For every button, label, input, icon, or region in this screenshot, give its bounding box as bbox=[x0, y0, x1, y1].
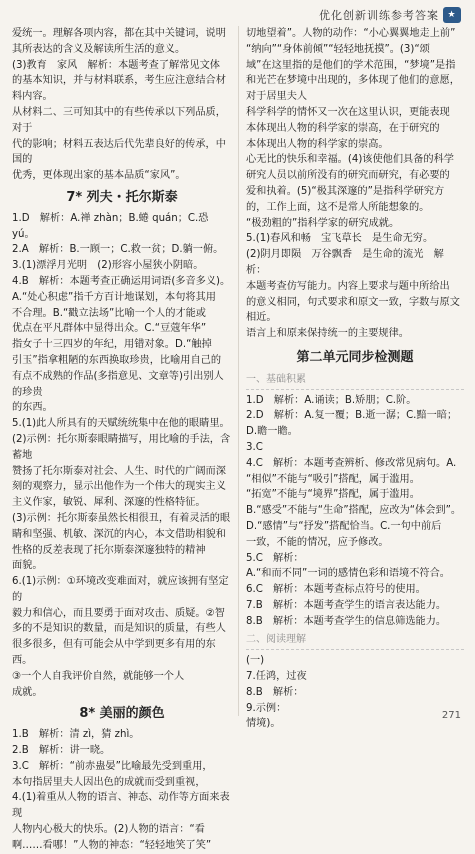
text-line: 引玉”指拿粗陋的东西换取珍贵，比喻用自己的 bbox=[12, 354, 222, 366]
text-line: 一致，不能的情况，应予修改。 bbox=[246, 536, 389, 548]
text-line: 7.B 解析：本题考查学生的语言表达能力。 bbox=[246, 599, 447, 611]
text-line: 性格的反差表现了托尔斯泰深邃独特的精神 bbox=[12, 544, 206, 556]
text-line: 代的影响；材料五表达后代先辈良好的传承，中国的 bbox=[12, 138, 226, 166]
page-number: 271 bbox=[441, 710, 461, 721]
text-line: 爱统一。理解各项内容，都在其中关键词，说明 bbox=[12, 28, 226, 39]
text-line: 6.(1)示例：①环境改变难面对，就应该拥有坚定的 bbox=[12, 576, 229, 603]
text-line: 5.(1)春风和畅 宝飞草长 是生命无穷。 bbox=[246, 233, 434, 245]
text-line: 3.C 解析：“前赤蛊晏”比喻最先受到重用， bbox=[12, 760, 213, 772]
section-7-answers bbox=[12, 211, 232, 701]
text-line: 切地望着”。人物的动作：“小心翼翼地走上前” bbox=[246, 28, 456, 39]
book-logo-icon: ★ bbox=[443, 7, 461, 23]
text-line: 主义作家，敏锐、犀利、深邃的性格特征。 bbox=[12, 497, 206, 509]
text-line: 的意义相同，句式要求和原文一致，字数与原文相近。 bbox=[246, 296, 460, 324]
text-line: B.“感受”不能与“生命”搭配，应改为“体会到”。 bbox=[246, 505, 462, 517]
text-line: (2)阴月即陨 万谷飘香 是生命的流光 解析： bbox=[246, 249, 444, 276]
text-line: 5.(1)此人所具有的天赋统统集中在他的眼睛里。 bbox=[12, 418, 230, 430]
text-line: 语言上和原来保持统一的主要规律。 bbox=[246, 328, 409, 340]
text-line: 4.B 解析：本题考查正确运用词语(多音多义)。 bbox=[12, 275, 231, 287]
text-line: 域”在这里指的是他们的学术范围，“梦境”是指 bbox=[246, 59, 456, 71]
text-line: 其所表达的含义及解读所生活的意义。 bbox=[12, 43, 186, 55]
text-line: 本体现出人物的科学家的崇高，在于研究的 bbox=[246, 122, 440, 134]
category-basic: 一、基础积累 bbox=[246, 372, 464, 390]
text-line: 优点在平凡群体中显得出众。C.“豆蔻年华” bbox=[12, 323, 207, 335]
text-line: “拓宽”不能与“境界”搭配，属于滥用。 bbox=[246, 489, 420, 501]
text-line: 1.D 解析：A.禅 zhàn；B.蜷 quán；C.恐 yú。 bbox=[12, 212, 209, 240]
text-line: (3)教育 家风 解析：本题考查了解常见文体 bbox=[12, 59, 220, 71]
right-intro bbox=[246, 26, 464, 342]
text-line: (3)示例：托尔斯泰虽然长相很丑，有着灵活的眼 bbox=[12, 512, 231, 524]
text-line: 爱和执着。(5)“极其深邃的”是指科学研究方 bbox=[246, 185, 445, 197]
text-line: 指女子十三四岁的年纪，用错对象。D.“触掉 bbox=[12, 339, 212, 351]
text-line: 1.D 解析：A.诵读；B.矫朋；C.阶。 bbox=[246, 394, 417, 406]
text-line: A.“处心积虑”指千方百计地谋划，本句将其用 bbox=[12, 291, 216, 303]
text-line: A.“和而不同”一词的感情色彩和语境不符合。 bbox=[246, 568, 450, 580]
text-line: 5.C 解析： bbox=[246, 552, 304, 564]
text-line: 研究人员以前所没有的研究而研究，有必要的 bbox=[246, 170, 450, 182]
reading-answers bbox=[246, 653, 464, 732]
unit-title: 第二单元同步检测题 bbox=[296, 349, 414, 365]
text-line: 心无比的快乐和幸福。(4)该使他们具备的科学 bbox=[246, 154, 454, 166]
text-line: (2)示例：托尔斯泰眼睛描写，用比喻的手法，含蓄地 bbox=[12, 433, 231, 461]
text-line: 2.D 解析：A.复一覆；B.逝一潺；C.黯一暗； bbox=[246, 410, 458, 422]
text-line: 8.B 解析： bbox=[246, 686, 304, 698]
text-line: 2.B 解析：讲一晓。 bbox=[12, 745, 111, 757]
text-line: 很多很多，但有可能会从中学到更多有用的东西。 bbox=[12, 639, 216, 667]
page-header bbox=[319, 6, 461, 24]
text-line: D.瞻一瞻。 bbox=[246, 426, 298, 438]
text-line: 睛和坚强、机敏、深沉的内心，本文借助相貌和 bbox=[12, 528, 226, 540]
text-line: 本体现出人物的科学家的崇高。 bbox=[246, 138, 389, 150]
text-line: 啊……看哪！”人物的神态：“轻轻地笑了笑” bbox=[12, 839, 212, 851]
left-intro bbox=[12, 26, 232, 184]
header-title: 优化创新训练参考答案 bbox=[319, 9, 439, 22]
text-line: 毅力和信心，而且要勇于面对攻击、质疑。②智 bbox=[12, 607, 225, 619]
text-line: 2.A 解析：B.一顾一；C.救一贫；D.躺一俯。 bbox=[12, 244, 224, 256]
section-title-7: 7* 列夫・托尔斯泰 bbox=[66, 189, 178, 205]
unit-answers bbox=[246, 393, 464, 630]
text-line: 1.B 解析：清 zì，猜 zhì。 bbox=[12, 729, 140, 741]
text-line: 不合理。B.“戳立法场”比喻一个人的才能或 bbox=[12, 307, 206, 319]
text-line: 本题考查仿写能力。内容上要求与题中所给出 bbox=[246, 280, 450, 292]
text-line: 人物内心极大的快乐。(2)人物的语言：“看 bbox=[12, 824, 205, 836]
section-title-8: 8* 美丽的颜色 bbox=[79, 706, 165, 722]
text-line: 的基本知识，并与材料联系，考生应注意结合材料内容。 bbox=[12, 75, 226, 103]
text-line: 的，工作上面，这不是常人所能想象的。 bbox=[246, 201, 430, 213]
text-line: 9.示例： bbox=[246, 702, 287, 714]
text-line: 6.C 解析：本题考查标点符号的使用。 bbox=[246, 584, 426, 596]
text-line: 有点不成熟的作品(多指意见、文章等)引出别人的珍贵 bbox=[12, 370, 224, 398]
text-line: 3.(1)漂浮月光明 (2)形容小屋狭小阴暗。 bbox=[12, 260, 204, 272]
text-line: 和光芒在梦境中出现的，多体现了他们的意愿，对于居里夫人 bbox=[246, 75, 460, 103]
text-line: ③一个人自我评价自然，就能够一个人 bbox=[12, 670, 185, 682]
column-divider bbox=[238, 26, 239, 716]
section-8-answers bbox=[12, 727, 232, 853]
text-line: “纳向”“身体前倾”“轻轻地抚摸”。(3)“颂 bbox=[246, 43, 430, 55]
text-line: 7.任鸿，过夜 bbox=[246, 671, 307, 683]
text-line: 8.B 解析：本题考查学生的信息筛选能力。 bbox=[246, 615, 447, 627]
text-line: 的东西。 bbox=[12, 402, 53, 414]
text-line: 成就。 bbox=[12, 686, 43, 698]
right-column bbox=[246, 26, 464, 732]
text-line: 刻的观察力，显示出他作为一个伟大的现实主义 bbox=[12, 481, 226, 493]
text-line: 从材料二、三可知其中的有些传承以下列品质，对于 bbox=[12, 106, 226, 134]
text-line: 4.C 解析：本题考查辨析、修改常见病句。A. bbox=[246, 457, 457, 469]
text-line: 赞扬了托尔斯泰对社会、人生、时代的广阔而深 bbox=[12, 465, 226, 477]
text-line: 科学科学的情怀又一次在这里认识，更能表现 bbox=[246, 106, 450, 118]
category-reading: 二、阅读理解 bbox=[246, 632, 464, 650]
text-line: D.“感情”与“抒发”搭配恰当。C.一句中前后 bbox=[246, 520, 442, 532]
text-line: “极劲粗的”指科学家的研究成就。 bbox=[246, 217, 400, 229]
text-line: 多的不是知识的数量，而是知识的质量，有些人 bbox=[12, 623, 226, 635]
text-line: 本句指居里夫人因出色的成就而受到重视， bbox=[12, 776, 206, 788]
text-line: 情境)。 bbox=[246, 718, 281, 730]
text-line: 面貌。 bbox=[12, 560, 43, 572]
text-line: 4.(1)着重从人物的语言、神态、动作等方面来表现 bbox=[12, 792, 230, 820]
text-line: 3.C bbox=[246, 441, 263, 453]
text-line: “相似”不能与“吸引”搭配，属于滥用。 bbox=[246, 473, 420, 485]
left-column bbox=[12, 26, 232, 854]
text-line: (一) bbox=[246, 655, 265, 667]
text-line: 优秀，更体现出家的基本品质“家风”。 bbox=[12, 170, 186, 182]
